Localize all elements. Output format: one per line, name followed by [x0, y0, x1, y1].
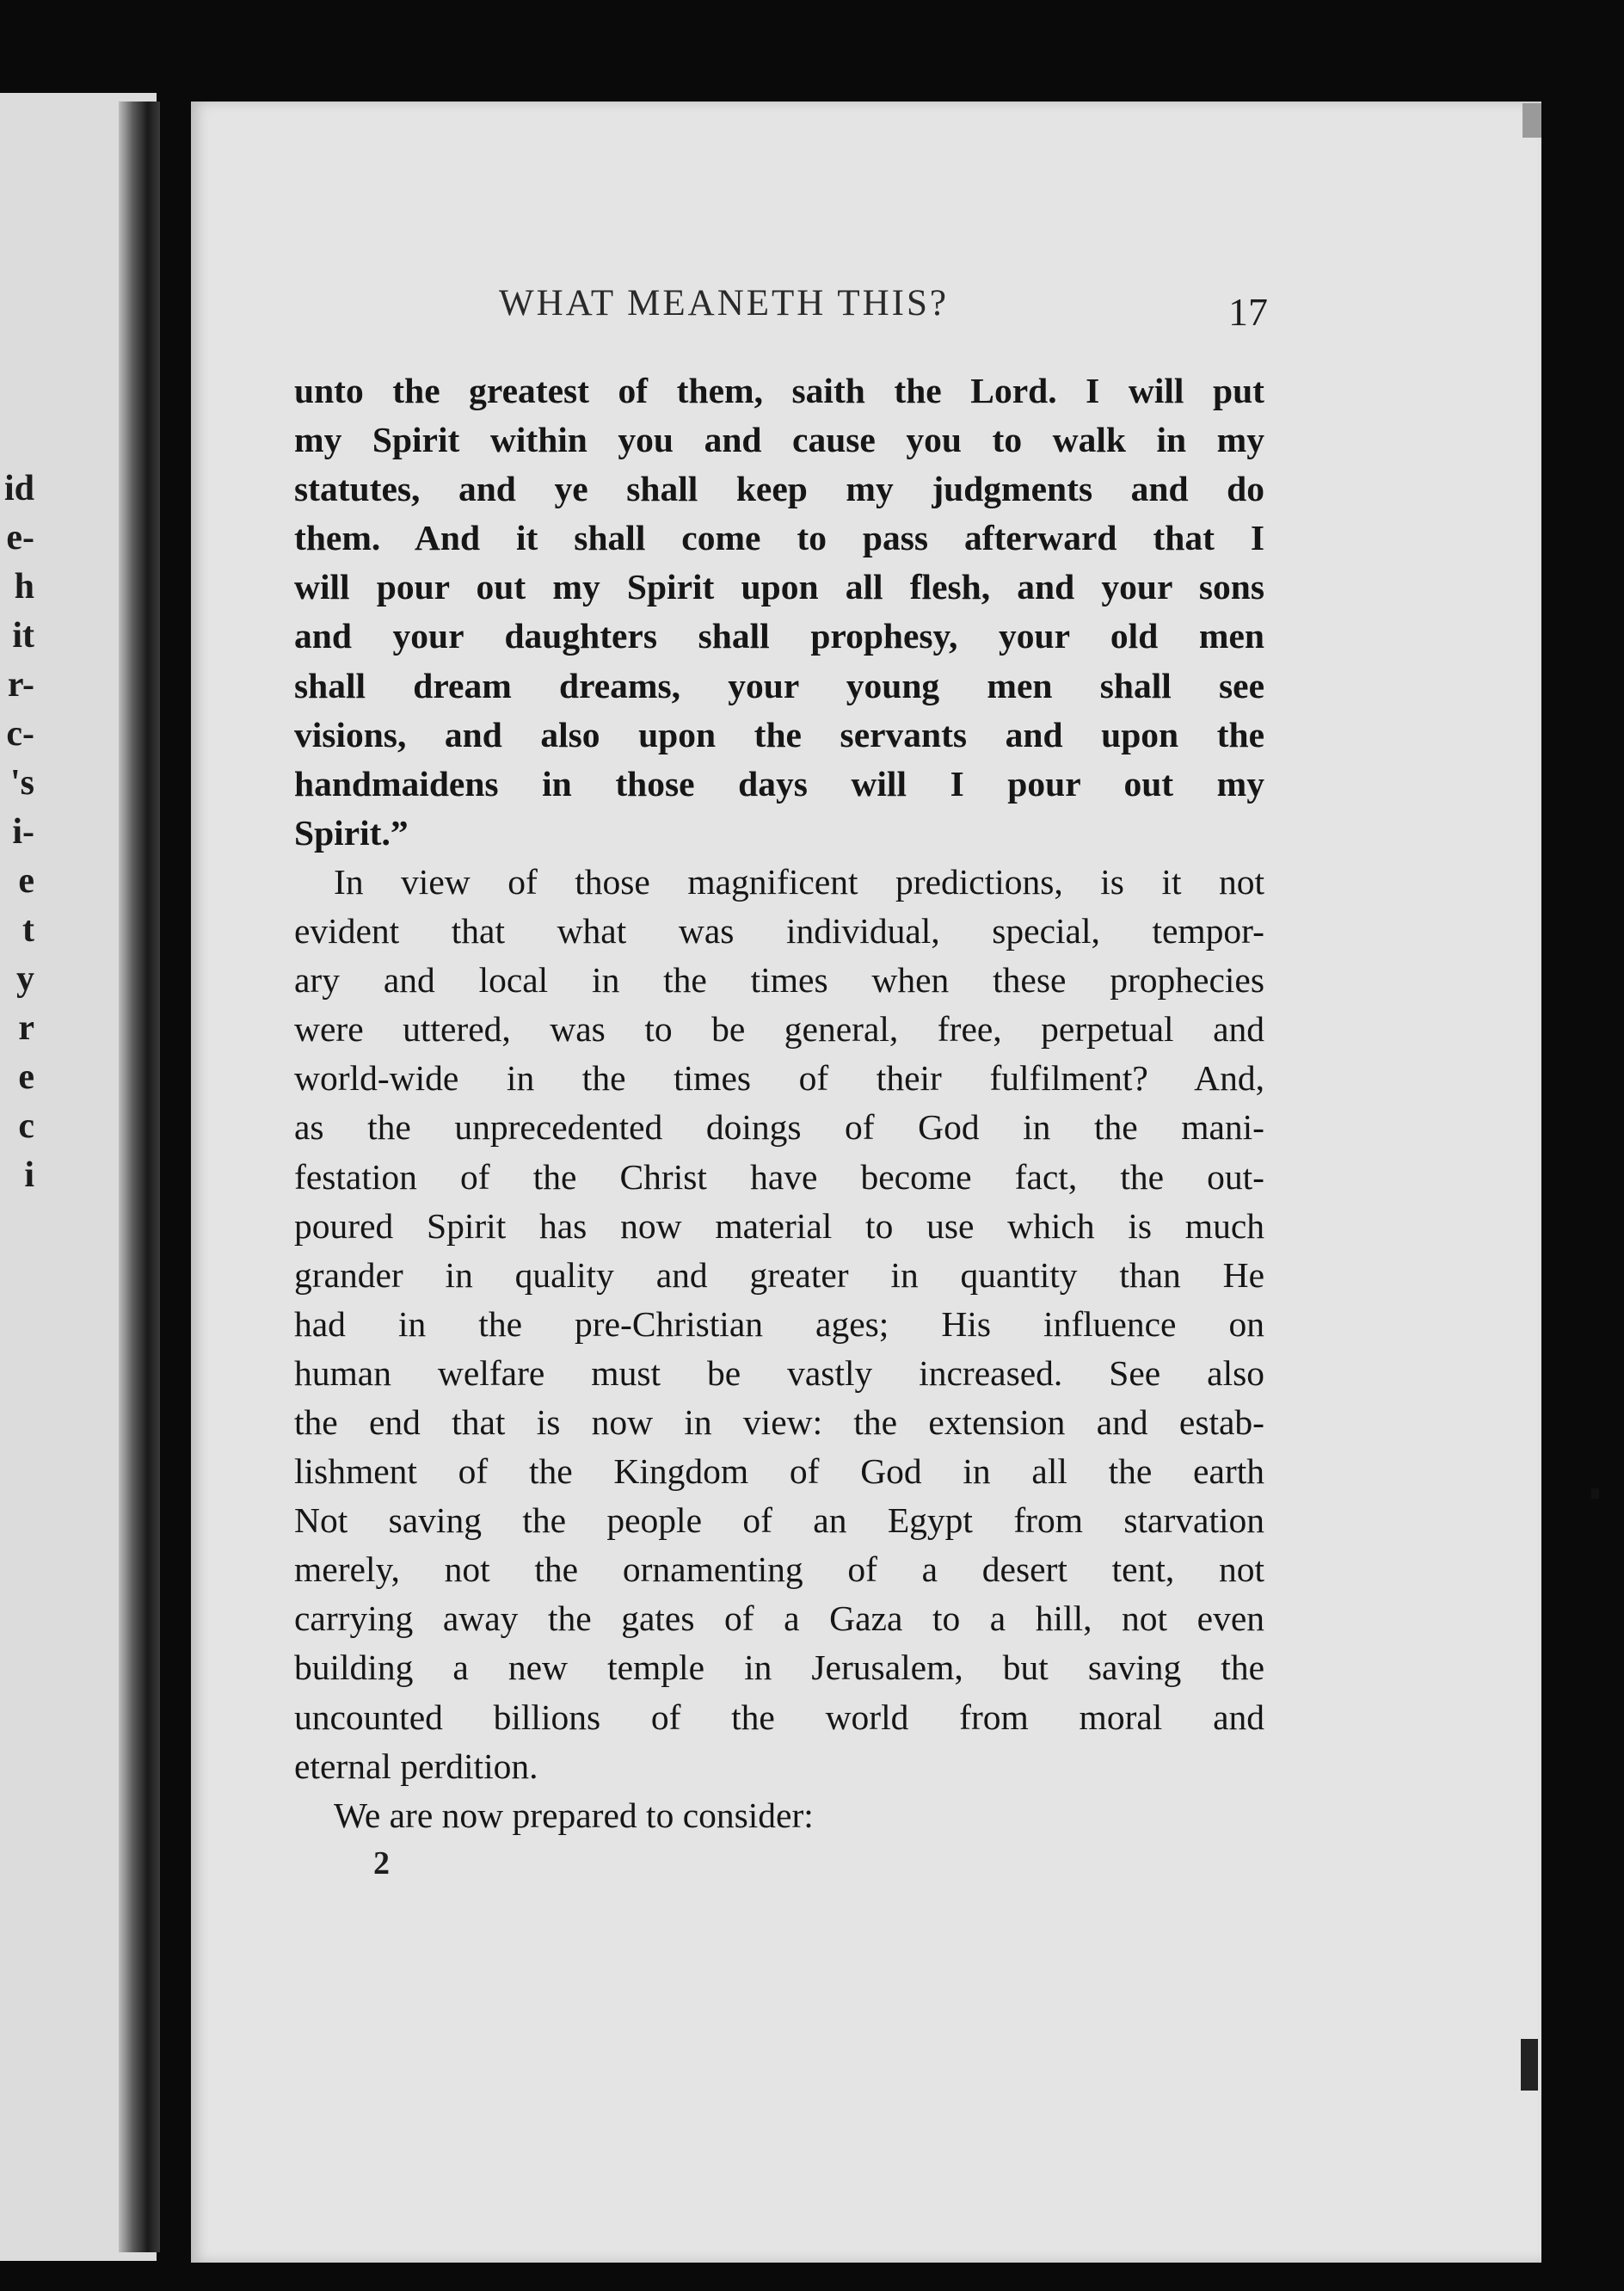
text-line: lishment of the Kingdom of God in all the earth	[294, 1451, 1264, 1492]
body-text	[294, 366, 1264, 1840]
page-number: 17	[1228, 290, 1268, 334]
text-line: them. And it shall come to pass afterward that I	[294, 518, 1264, 558]
text-line: as the unprecedented doings of God in the mani-	[294, 1107, 1264, 1148]
text-line: human welfare must be vastly increased. See also	[294, 1352, 1264, 1393]
text-line: shall dream dreams, your young men shall see	[294, 665, 1264, 705]
left-fragment: e-	[6, 518, 34, 557]
left-fragment: c	[18, 1106, 34, 1146]
text-line: eternal perdition.	[294, 1746, 538, 1786]
text-line: had in the pre-Christian ages; His influence on	[294, 1303, 1264, 1344]
left-fragment: e	[18, 1057, 34, 1097]
text-line: were uttered, was to be general, free, perpetual and	[294, 1009, 1264, 1050]
left-fragment: i-	[12, 812, 34, 852]
left-fragment: r	[18, 1008, 34, 1048]
left-fragment: e	[18, 861, 34, 901]
text-line: handmaidens in those days will I pour out my	[294, 763, 1264, 804]
left-fragment: id	[3, 469, 34, 508]
text-line: uncounted billions of the world from moral and	[294, 1697, 1264, 1737]
left-fragment: i	[24, 1155, 34, 1195]
text-line: We are now prepared to consider:	[334, 1795, 814, 1835]
left-fragment: c-	[6, 714, 34, 754]
left-fragment: h	[14, 567, 34, 607]
text-line: carrying away the gates of a Gaza to a hill, not even	[294, 1598, 1264, 1639]
scan-speck	[1521, 2039, 1538, 2091]
paragraph	[294, 858, 1264, 1791]
text-line: merely, not the ornamenting of a desert tent, not	[294, 1549, 1264, 1590]
text-line: poured Spirit has now material to use which is much	[294, 1205, 1264, 1246]
book-gutter-shadow	[119, 102, 160, 2252]
text-line: my Spirit within you and cause you to walk in my	[294, 420, 1264, 460]
text-line: building a new temple in Jerusalem, but saving the	[294, 1647, 1264, 1688]
running-head-title: WHAT MEANETH THIS?	[499, 283, 949, 323]
text-line: grander in quality and greater in quantity than He	[294, 1254, 1264, 1295]
text-line: festation of the Christ have become fact, the out-	[294, 1156, 1264, 1197]
left-fragment: 's	[9, 763, 34, 803]
signature-mark: 2	[373, 1845, 390, 1881]
text-line: and your daughters shall prophesy, your old men	[294, 616, 1264, 656]
paragraph	[294, 1791, 1264, 1840]
text-line: visions, and also upon the servants and upon the	[294, 714, 1264, 754]
text-line: Spirit.”	[294, 812, 409, 853]
text-line: will pour out my Spirit upon all flesh, and your sons	[294, 567, 1264, 607]
left-fragment: t	[22, 910, 34, 950]
scan-speck	[1591, 1488, 1599, 1499]
left-page-text-fragments	[0, 465, 34, 1200]
left-fragment: r-	[7, 665, 34, 705]
text-line: ary and local in the times when these prophecies	[294, 960, 1264, 1001]
scan-speck	[1522, 103, 1541, 138]
left-fragment: it	[12, 616, 34, 656]
paragraph	[294, 366, 1264, 858]
text-line: In view of those magnificent predictions, is it not	[334, 861, 1264, 902]
page-right-margin-dark	[1541, 93, 1624, 2291]
text-line: Not saving the people of an Egypt from starvation	[294, 1500, 1264, 1541]
text-line: evident that what was individual, special, tempor-	[294, 911, 1264, 952]
text-line: world-wide in the times of their fulfilment? And,	[294, 1058, 1264, 1099]
text-line: the end that is now in view: the extension and estab-	[294, 1401, 1264, 1442]
left-fragment: y	[16, 959, 34, 999]
text-line: unto the greatest of them, saith the Lord. I will put	[294, 371, 1264, 410]
text-line: statutes, and ye shall keep my judgments and do	[294, 469, 1264, 509]
